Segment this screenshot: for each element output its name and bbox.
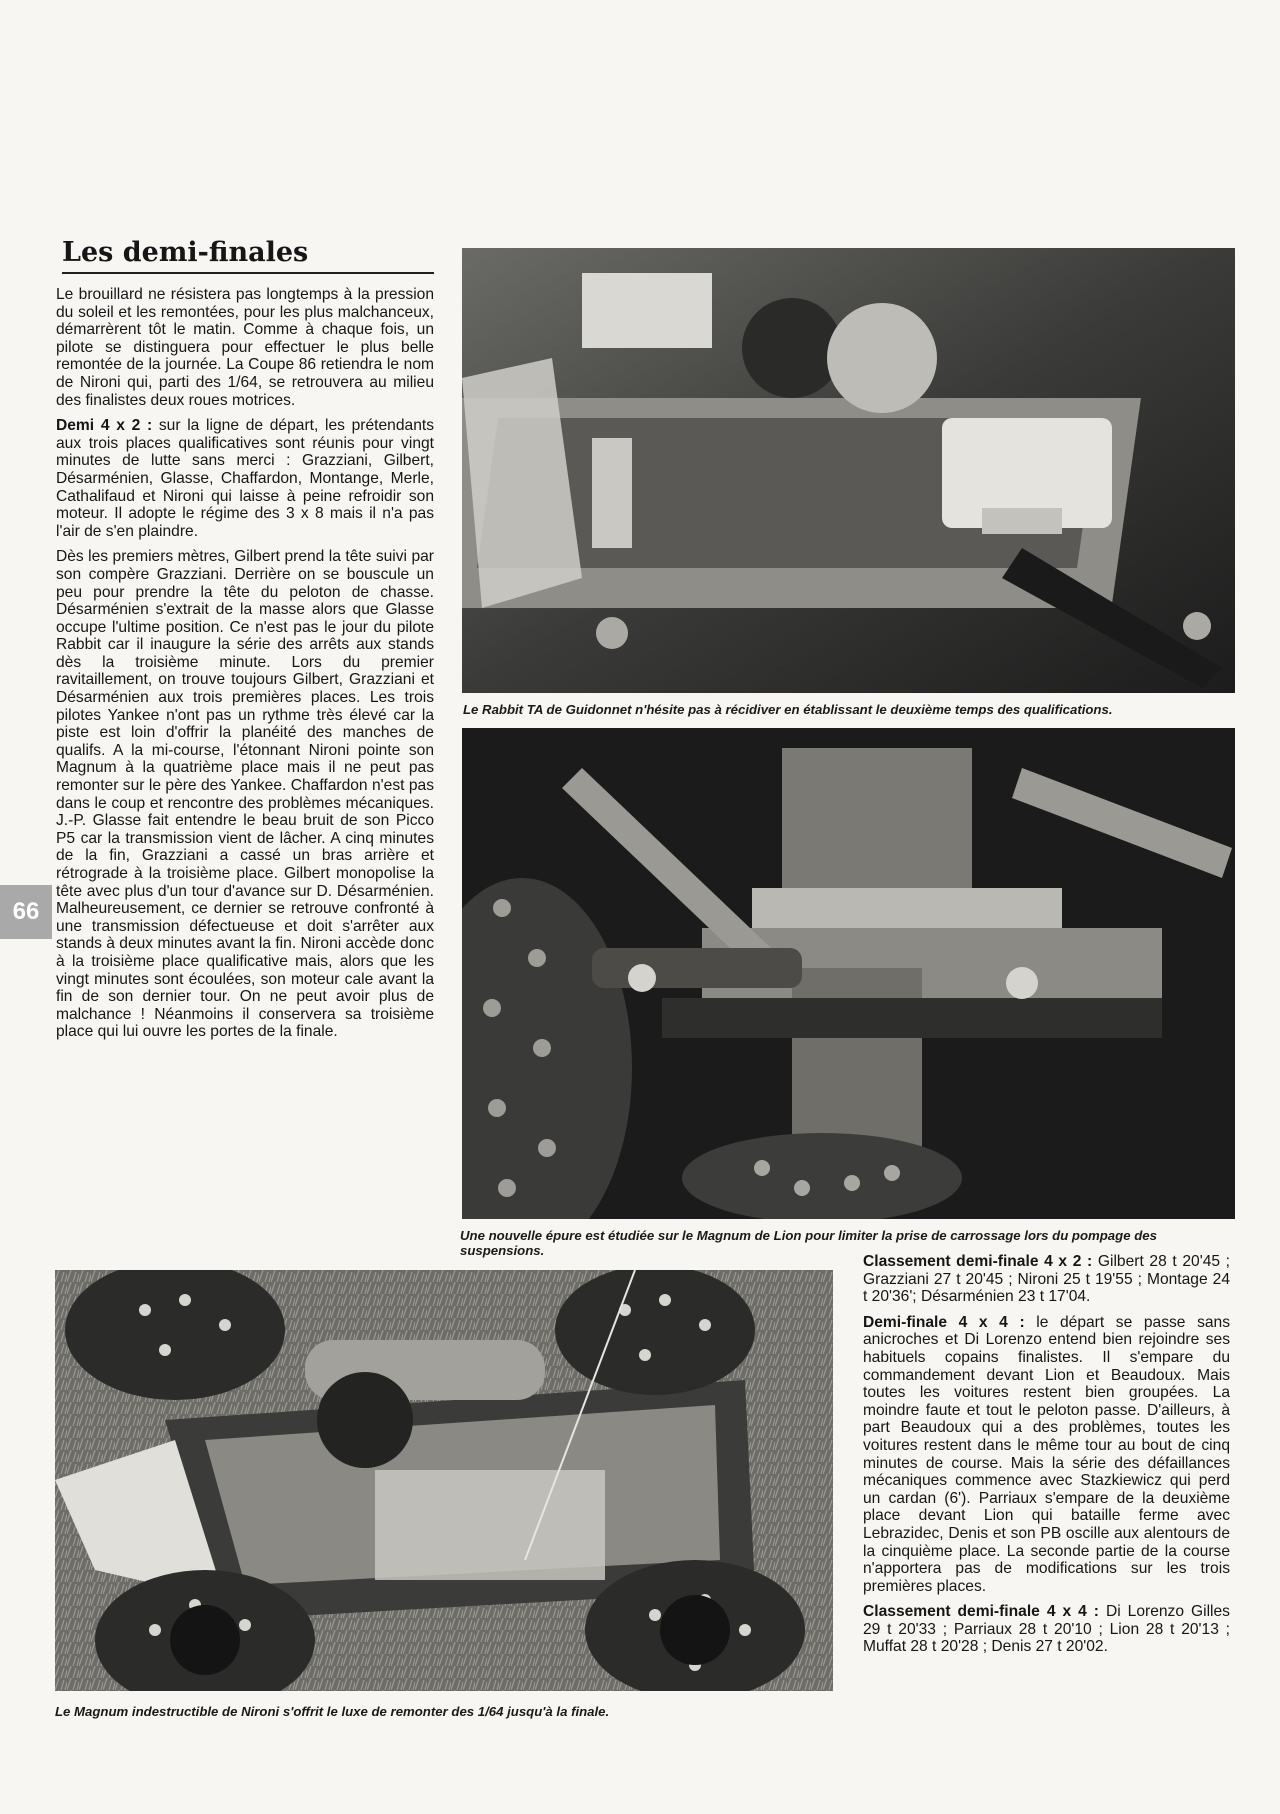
classement-4x2-label: Classement demi-finale 4 x 2 : (863, 1253, 1093, 1270)
intro-paragraph: Le brouillard ne résistera pas longtemps à la pression du soleil et les remontées, pour les plus malchanceux, démarrèrent tôt le matin. Comme à chaque fois, un pilote se distinguera pour effectuer le plus belle remontée de la journée. La Coupe 86 retiendra le nom de Nironi qui, parti des 1/64, se retrouvera au milieu des finalistes deux roues motrices. (56, 286, 434, 409)
photo-magnum-suspension-caption: Une nouvelle épure est étudiée sur le Magnum de Lion pour limiter la prise de carrossage lors du pompage des suspensions. (460, 1228, 1157, 1258)
section-heading: Les demi-finales (62, 236, 434, 274)
classement-4x4-text: Di Lorenzo Gilles 29 t 20'33 ; Parriaux 28 t 20'10 ; Lion 28 t 20'13 ; Muffat 28 t 20'28 ; Denis 27 t 20'02. (863, 1603, 1230, 1656)
photo-magnum-suspension (462, 728, 1235, 1219)
demi-4x4-label: Demi-finale 4 x 4 : (863, 1313, 1025, 1331)
photo-magnum-suspension-image (462, 728, 1235, 1219)
race-paragraph: Dès les premiers mètres, Gilbert prend la tête suivi par son compère Grazziani. Derrière on se bouscule un peu pour prendre la tête du peloton de chasse. Désarménien s'extrait de la masse alors que Glasse occupe l'ultime position. Ce n'est pas le jour du pilote Rabbit car il inaugure la série des arrêts aux stands dès la troisième minute. Lors du premier ravitaillement, on trouve toujours Gilbert, Grazziani et Désarménien aux trois premières places. Les trois pilotes Yankee n'ont pas un rythme très élevé car la piste est loin d'offrir la planéité des manches de qualifs. A la mi-course, l'étonnant Nironi pointe son Magnum à la quatrième place mais il ne peut pas remonter sur le père des Yankee. Chaffardon n'est pas dans le coup et rencontre des problèmes mécaniques. J.-P. Glasse fait entendre le beau bruit de son Picco P5 car la transmission vient de lâcher. A cinq minutes de la fin, Grazziani a cassé un bras arrière et rétrograde à la troisième place. Gilbert monopolise la tête avec plus d'un tour d'avance sur D. Désarménien. Malheureusement, ce dernier se retrouve confronté à une transmission défectueuse et doit s'arrêter aux stands à deux minutes avant la fin. Nironi accède donc à la troisième place qualificative mais, alors que les vingt minutes sont écoulées, son moteur cale avant la fin de son dernier tour. On ne peut avoir plus de malchance ! Néanmoins il conservera sa troisième place qui lui ouvre les portes de la finale. (56, 548, 434, 1041)
classement-4x2-paragraph (863, 1253, 1230, 1306)
demi-4x2-paragraph (56, 417, 434, 540)
page-number: 66 (0, 885, 52, 939)
classement-4x2-text: Gilbert 28 t 20'45 ; Grazziani 27 t 20'45 ; Nironi 25 t 19'55 ; Montage 24 t 20'36'; Désarménien 23 t 17'04. (863, 1253, 1231, 1306)
classement-4x4-paragraph (863, 1603, 1230, 1656)
classement-4x4-label: Classement demi-finale 4 x 4 : (863, 1603, 1099, 1621)
photo-rabbit-ta-caption: Le Rabbit TA de Guidonnet n'hésite pas à récidiver en établissant le deuxième temps des qualifications. (463, 702, 1113, 717)
photo-rabbit-ta (462, 248, 1235, 693)
right-text-column (863, 1253, 1230, 1664)
demi-4x2-label: Demi 4 x 2 : (56, 417, 153, 435)
demi-4x4-paragraph (863, 1314, 1230, 1596)
left-text-column (56, 286, 434, 1049)
photo-nironi-magnum-caption: Le Magnum indestructible de Nironi s'offrit le luxe de remonter des 1/64 jusqu'à la finale. (55, 1704, 610, 1719)
demi-4x4-text: le départ se passe sans anicroches et Di Lorenzo entend bien rejoindre ses habituels copains finalistes. Il s'empare du commandement devant Lion et Beaudoux. Mais toutes les voitures restent bien groupées. La moindre faute et tout le peloton passe. D'ailleurs, à part Beaudoux qui a des problèmes, toutes les voitures restent dans le même tour au bout de cinq minutes de course. Mais la série des défaillances mécaniques commence avec Stazkiewicz qui perd un cardan (6'). Parriaux s'empare de la deuxième place devant Lion qui bataille ferme avec Lebrazidec, Denis et son PB oscille aux alentours de la cinquième place. La seconde partie de la course n'apportera pas de modifications sur les trois premières places. (863, 1313, 1231, 1595)
demi-4x2-text: sur la ligne de départ, les prétendants aux trois places qualificatives sont réunis pour vingt minutes de lutte sans merci : Grazziani, Gilbert, Désarménien, Glasse, Chaffardon, Montange, Merle, Cathalifaud et Nironi qui laisse à peine refroidir son moteur. Il adopte le régime des 3 x 8 mais il n'a pas l'air de s'en plaindre. (56, 417, 434, 540)
photo-nironi-magnum-image (55, 1270, 833, 1691)
photo-nironi-magnum (55, 1270, 833, 1691)
photo-rabbit-ta-image (462, 248, 1235, 693)
